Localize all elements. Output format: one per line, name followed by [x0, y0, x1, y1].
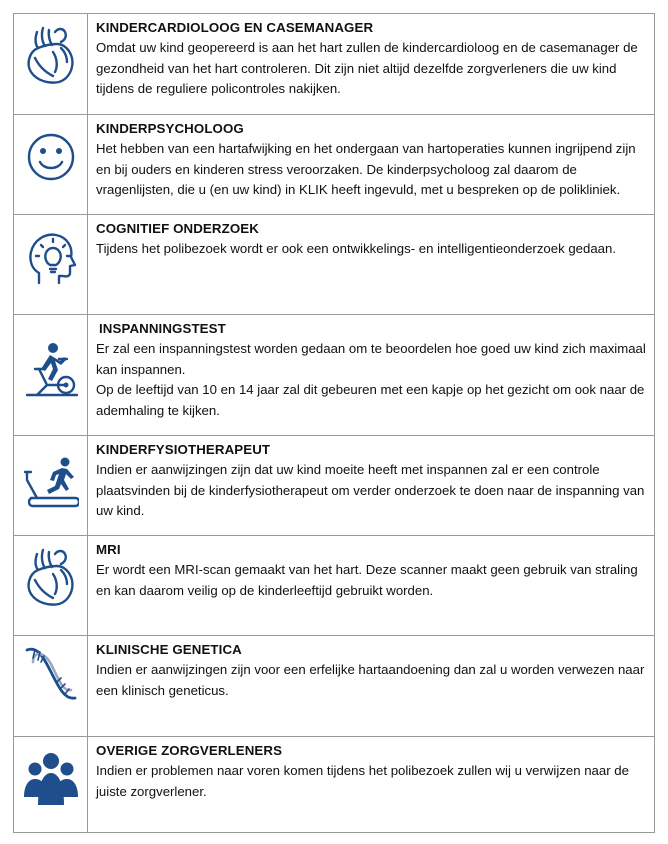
icon-cell [14, 215, 88, 315]
icon-cell [14, 737, 88, 833]
section-text: Er zal een inspanningstest worden gedaan om te beoordelen hoe goed uw kind zich maximaal kan inspannen. [96, 341, 646, 377]
icon-cell [14, 115, 88, 215]
text-cell [88, 636, 655, 737]
icon-cell [14, 636, 88, 737]
care-providers-table [13, 13, 655, 833]
section-text: Indien er problemen naar voren komen tijdens het polibezoek zullen wij u verwijzen naar de juiste zorgverlener. [96, 763, 629, 799]
table-row [14, 737, 655, 833]
section-text: Indien er aanwijzingen zijn dat uw kind moeite heeft met inspannen zal er een controle plaatsvinden bij de kinderfysiotherapeut om verder onderzoek te doen naar de inspanning van uw kind. [96, 462, 645, 518]
section-text: Op de leeftijd van 10 en 14 jaar zal dit gebeuren met een kapje op het gezicht om ook naar de ademhaling te kijken. [96, 382, 645, 418]
table-row [14, 436, 655, 536]
section-text: Het hebben van een hartafwijking en het ondergaan van hartoperaties kunnen ingrijpend zijn en bij ouders en kinderen stress veroorzaken. De kinderpsycholoog zal daarom de vragenlijsten, die u (en uw kind) in KLIK heeft ingevuld, met u bespreken op de polikliniek. [96, 141, 636, 197]
head-lightbulb-icon [23, 225, 79, 289]
text-cell [88, 14, 655, 115]
text-cell [88, 536, 655, 636]
icon-cell [14, 315, 88, 436]
table-row [14, 636, 655, 737]
treadmill-icon [23, 454, 79, 518]
section-title: COGNITIEF ONDERZOEK [96, 221, 259, 236]
section-text: Tijdens het polibezoek wordt er ook een ontwikkelings- en intelligentieonderzoek gedaan. [96, 241, 617, 256]
table-row [14, 315, 655, 436]
section-title: OVERIGE ZORGVERLENERS [96, 743, 283, 758]
section-text: Omdat uw kind geopereerd is aan het hart zullen de kindercardioloog en de casemanager de gezondheid van het hart controleren. Dit zijn niet altijd dezelfde zorgverleners die uw kind tijdens de reguliere policontroles nakijken. [96, 40, 638, 96]
section-title: KLINISCHE GENETICA [96, 642, 242, 657]
section-title: KINDERPSYCHOLOOG [96, 121, 244, 136]
dna-icon [23, 642, 79, 706]
icon-cell [14, 536, 88, 636]
section-text: Indien er aanwijzingen zijn voor een erfelijke hartaandoening dan zal u worden verwezen naar een klinisch geneticus. [96, 662, 645, 698]
table-row [14, 115, 655, 215]
text-cell [88, 737, 655, 833]
text-cell [88, 215, 655, 315]
table-row [14, 536, 655, 636]
smiley-icon [23, 125, 79, 189]
text-cell [88, 436, 655, 536]
exercise-bike-icon [23, 339, 79, 403]
table-row [14, 14, 655, 115]
text-cell [88, 315, 655, 436]
section-title: MRI [96, 542, 121, 557]
section-title: KINDERFYSIOTHERAPEUT [96, 442, 271, 457]
section-title: INSPANNINGSTEST [99, 321, 226, 336]
section-title: KINDERCARDIOLOOG EN CASEMANAGER [96, 20, 374, 35]
icon-cell [14, 14, 88, 115]
table-row [14, 215, 655, 315]
people-group-icon [23, 747, 79, 811]
heart-icon [23, 546, 79, 610]
heart-icon [23, 24, 79, 88]
section-text: Er wordt een MRI-scan gemaakt van het hart. Deze scanner maakt geen gebruik van straling en kan daarom veilig op de kinderleeftijd gebruikt worden. [96, 562, 638, 598]
text-cell [88, 115, 655, 215]
icon-cell [14, 436, 88, 536]
